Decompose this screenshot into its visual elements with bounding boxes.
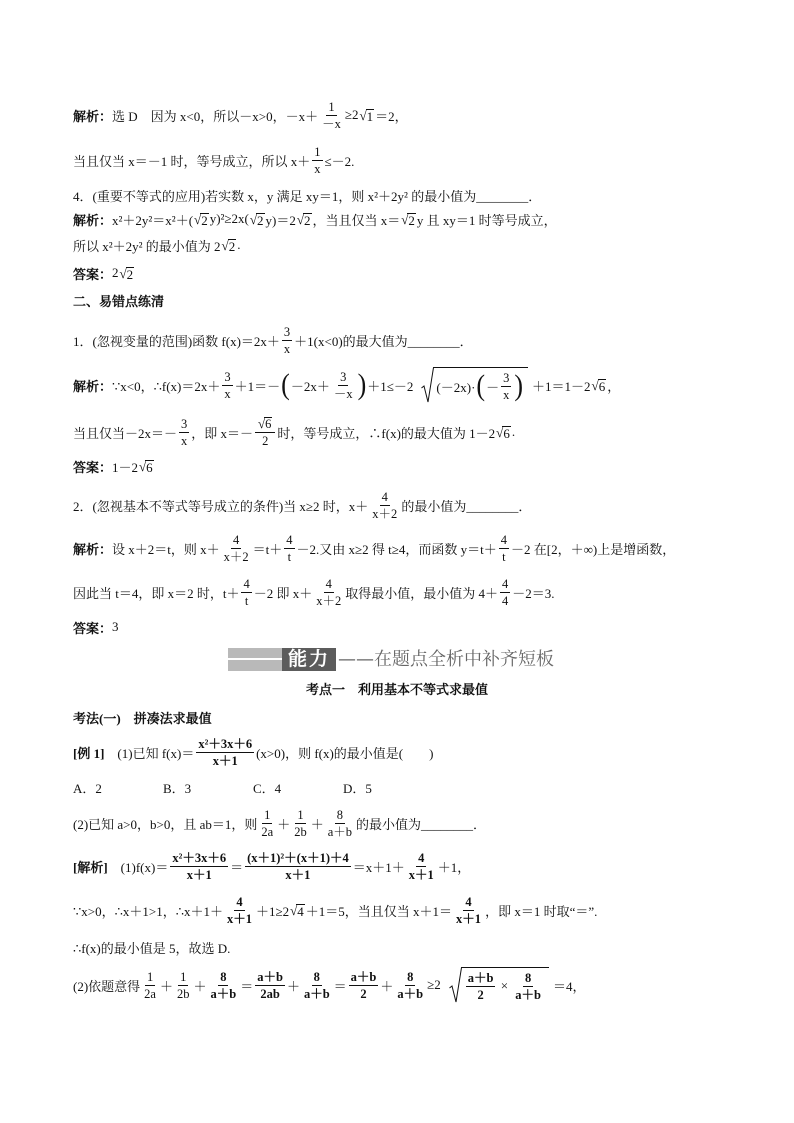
banner-tagline: ——在题点全析中补齐短板: [338, 649, 555, 670]
text: 3: [112, 619, 119, 634]
text: ，当且仅当 x＝: [312, 212, 401, 228]
fraction: [245, 851, 351, 882]
numerator: 3: [283, 324, 291, 339]
radicand: √ 2: [126, 266, 134, 282]
question-text: 4．(重要不等式的应用)若实数 x，y 满足 xy＝1，则 x²＋2y² 的最小值为________．: [73, 188, 542, 204]
sqrt: [139, 459, 154, 474]
text: y)＝2: [265, 212, 296, 228]
radicand: √ 2: [201, 212, 208, 228]
fraction: [370, 490, 399, 521]
numerator: 8: [525, 970, 532, 985]
radical-sign-icon: [449, 967, 462, 1003]
numerator: 4: [236, 894, 243, 909]
numerator: 4: [243, 576, 250, 591]
denominator: 2a: [261, 824, 274, 839]
numerator: [255, 416, 275, 433]
denominator: x＋2: [223, 549, 249, 564]
text: (1)f(x)＝: [107, 859, 169, 875]
denominator: x＋1: [226, 911, 252, 926]
radicand: √ 1: [366, 108, 374, 124]
big-sqrt: [421, 367, 528, 403]
denominator: －x: [333, 386, 353, 401]
numerator: 8: [407, 969, 414, 984]
numerator: x²＋3x＋6: [198, 736, 253, 751]
text: ≥2: [344, 107, 359, 122]
numerator: 1: [146, 969, 154, 984]
numerator: 4: [502, 576, 509, 591]
text: －2x＋: [290, 378, 330, 394]
text: 1－2: [112, 459, 139, 475]
fraction: [179, 417, 189, 448]
numerator: 1: [180, 969, 187, 984]
numerator: a＋b: [257, 969, 283, 984]
text: ，: [607, 378, 621, 394]
text: ＋: [310, 816, 324, 832]
numerator: 3: [503, 370, 510, 385]
fraction: [255, 970, 285, 1001]
text: ×: [497, 978, 512, 993]
radicand: √ 2: [228, 238, 236, 254]
text: (2)依题意得: [73, 978, 141, 994]
answer-label: 答案：: [73, 620, 113, 636]
text: ≤－2.: [324, 153, 355, 169]
analysis-line: [73, 365, 620, 405]
fraction: [501, 371, 511, 402]
fraction: [196, 737, 254, 768]
sqrt: [258, 416, 272, 431]
text: ＝: [240, 978, 254, 994]
sqrt: [496, 425, 511, 440]
numerator: 3: [340, 369, 347, 384]
text: ＋1≥2: [256, 903, 290, 919]
radical-sign-icon: [421, 367, 434, 403]
denominator: x: [314, 161, 321, 176]
text: 当且仅当－2x＝－: [73, 425, 178, 441]
section-heading-text: 二、易错点练清: [73, 293, 165, 309]
solution-line: [73, 965, 586, 1005]
denominator: t: [287, 549, 292, 564]
text: 设 x＋2＝t，则 x＋: [112, 541, 220, 557]
fraction: [209, 970, 239, 1001]
text: ＝x＋1＋: [352, 859, 405, 875]
numerator: a＋b: [467, 970, 494, 985]
text: (－2x)·: [436, 379, 476, 395]
fraction: [500, 577, 510, 608]
text: ∵x>0，∴x＋1>1，∴x＋1＋: [73, 903, 223, 919]
denominator: t: [244, 593, 249, 608]
fraction: [255, 416, 275, 448]
analysis-line: [73, 140, 354, 180]
text: (2)已知 a>0，b>0，且 ab＝1，则: [73, 816, 258, 832]
fraction: [222, 533, 251, 564]
text: 2: [112, 265, 119, 280]
denominator: 2b: [177, 986, 190, 1001]
denominator: a＋b: [327, 824, 353, 839]
radicand: √ 6: [503, 425, 510, 441]
option-d: D．5: [343, 780, 372, 796]
solution-line: [73, 890, 597, 930]
option-b: B．3: [163, 780, 192, 796]
numerator: 4: [381, 489, 388, 504]
sqrt: [120, 266, 135, 281]
denominator: x＋1: [186, 867, 212, 882]
text: 的最小值为________．: [356, 816, 487, 832]
text: ＋: [380, 978, 394, 994]
big-sqrt: [449, 967, 549, 1003]
fraction: [282, 325, 292, 356]
text: ∵x<0，∴f(x)＝2x＋: [112, 378, 221, 394]
fraction: [222, 370, 232, 401]
denominator: x: [181, 433, 188, 448]
sqrt: [250, 212, 265, 227]
big-paren-close: ): [514, 368, 524, 403]
text: (x>0)，则 f(x)的最小值是( ): [256, 745, 434, 761]
method-heading-text: 考法(一) 拼凑法求最值: [73, 710, 212, 726]
fraction: [513, 971, 543, 1002]
numerator: 8: [313, 969, 320, 984]
fraction: [259, 808, 275, 839]
text: 时，等号成立，∴f(x)的最大值为 1－2: [277, 425, 496, 441]
text: 取得最小值，最小值为 4＋: [345, 585, 499, 601]
text: ＋: [159, 978, 173, 994]
banner-tag: 能力: [282, 648, 336, 671]
fraction: [395, 970, 425, 1001]
radicand: [462, 967, 549, 1003]
fraction: [454, 895, 483, 926]
numerator: 4: [418, 850, 425, 865]
numerator: a＋b: [350, 969, 377, 984]
analysis-label: 解析：: [73, 541, 113, 557]
analysis-label: 解析：: [73, 378, 113, 394]
text: －2 在[2，＋∞)上是增函数，: [511, 541, 676, 557]
text: ＋: [286, 978, 300, 994]
denominator: x: [224, 386, 231, 401]
numerator: 3: [181, 416, 188, 431]
denominator: x＋1: [456, 911, 482, 926]
text: ＝: [333, 978, 347, 994]
big-paren-open: (: [476, 368, 486, 403]
fraction: [320, 100, 343, 131]
solution-line: [73, 846, 470, 886]
text: 因此当 t＝4，即 x＝2 时，t＋: [73, 585, 240, 601]
answer-label: 答案：: [73, 266, 113, 282]
fraction: [225, 895, 254, 926]
numerator: 4: [500, 532, 508, 547]
numerator: 4: [325, 576, 332, 591]
denominator: 2ab: [260, 986, 280, 1001]
denominator: a＋b: [397, 986, 424, 1001]
fraction: [466, 971, 496, 1002]
big-paren-open: (: [281, 367, 290, 402]
fraction: [142, 970, 158, 1001]
text: ＝t＋: [252, 541, 283, 557]
denominator: x＋1: [212, 753, 238, 768]
text: .: [511, 424, 516, 439]
text: ＋1，: [437, 859, 471, 875]
question-text: 1．(忽视变量的范围)函数 f(x)＝2x＋: [73, 333, 280, 349]
denominator: 2: [477, 987, 484, 1002]
denominator: x＋1: [408, 867, 434, 882]
question-text: ＋1(x<0)的最大值为________．: [294, 333, 473, 349]
text: ＋1＝5，当且仅当 x＋1＝: [305, 903, 453, 919]
denominator: 4: [502, 593, 509, 608]
text: ≥2: [427, 977, 441, 992]
numerator: (x＋1)²＋(x＋1)＋4: [247, 850, 349, 865]
method-heading: [73, 697, 212, 737]
fraction: [312, 145, 322, 176]
denominator: x＋2: [316, 593, 342, 608]
fraction: [326, 808, 354, 839]
numerator: 1: [314, 144, 321, 159]
solution-label: [解析]: [73, 859, 108, 875]
text: .: [237, 237, 241, 252]
answer-line: [73, 607, 119, 647]
radicand: √ 4: [297, 903, 304, 919]
numerator: 1: [328, 99, 335, 114]
numerator: 4: [233, 532, 240, 547]
text: y 且 xy＝1 时等号成立，: [416, 212, 557, 228]
question-line: [73, 485, 531, 525]
question-text: 的最小值为________．: [401, 498, 532, 514]
radicand: [434, 367, 528, 403]
text: 当且仅当 x＝－1 时，等号成立，所以 x＋: [73, 153, 311, 169]
text: ，即 x＝－: [191, 425, 254, 441]
fraction: [302, 970, 332, 1001]
example-line: [73, 803, 486, 843]
fraction: [284, 533, 294, 564]
denominator: x: [503, 387, 510, 402]
text: (1)已知 f(x)＝: [104, 745, 195, 761]
text: x²＋2y²＝x²＋(: [112, 212, 194, 228]
denominator: a＋b: [303, 986, 330, 1001]
text: ＋: [193, 978, 207, 994]
numerator: x²＋3x＋6: [172, 850, 227, 865]
text: ＝2，: [375, 108, 408, 124]
sqrt: [359, 108, 374, 123]
text: ＝4，: [552, 978, 586, 994]
fraction: [314, 577, 343, 608]
choice-options: [73, 767, 433, 807]
fraction: [241, 577, 251, 608]
denominator: 2: [262, 434, 269, 448]
fraction: [332, 370, 355, 401]
fraction: [349, 970, 379, 1001]
numerator: 4: [286, 532, 293, 547]
analysis-label: 解析：: [73, 212, 113, 228]
numerator: 1: [264, 807, 271, 822]
numerator: 4: [465, 894, 472, 909]
denominator: －x: [322, 116, 341, 131]
radicand: √ 2: [408, 212, 415, 228]
option-a: A．2: [73, 780, 102, 796]
text: y)²≥2x(: [209, 211, 249, 226]
text: ，即 x＝1 时取“＝”.: [485, 903, 598, 919]
denominator: x＋2: [372, 506, 398, 521]
radicand: √ 2: [257, 212, 264, 228]
denominator: a＋b: [210, 986, 237, 1001]
denominator: x: [283, 341, 291, 356]
fraction: [175, 970, 192, 1001]
fraction: [499, 533, 509, 564]
numerator: 3: [224, 369, 231, 384]
text: ＋1＝－: [234, 378, 281, 394]
text: 所以 x²＋2y² 的最小值为 2: [73, 238, 221, 254]
sqrt: [222, 238, 237, 253]
analysis-line: [73, 528, 675, 568]
text: ＋1＝1－2: [532, 378, 591, 394]
radicand: √ 6: [265, 417, 272, 431]
big-paren-close: ): [357, 367, 367, 402]
option-c: C．4: [253, 780, 282, 796]
fraction: [292, 808, 309, 839]
text: 选 D 因为 x<0，所以－x>0，－x＋: [112, 108, 319, 124]
denominator: a＋b: [515, 987, 541, 1002]
denominator: 2b: [294, 824, 307, 839]
text: －2＝3.: [512, 585, 555, 601]
denominator: x＋1: [285, 867, 311, 882]
analysis-line: [73, 95, 408, 135]
text: ＋: [277, 816, 291, 832]
section-heading: [73, 280, 164, 320]
numerator: 8: [220, 969, 227, 984]
text: ＋1≤－2: [367, 378, 414, 394]
fraction: [170, 851, 228, 882]
text: ∴f(x)的最小值是 5，故选 D.: [73, 940, 231, 956]
denominator: t: [502, 549, 506, 564]
answer-line: [73, 446, 155, 486]
solution-line: [73, 927, 230, 967]
sqrt: [297, 212, 312, 227]
analysis-label: 解析：: [73, 108, 113, 124]
question-text: 2．(忽视基本不等式等号成立的条件)当 x≥2 时，x＋: [73, 498, 369, 514]
analysis-line: [73, 572, 555, 612]
sqrt: [290, 903, 305, 918]
topic-title-text: 考点一 利用基本不等式求最值: [305, 681, 488, 697]
numerator: 8: [336, 807, 343, 822]
radicand: √ 6: [146, 459, 153, 475]
radicand: √ 2: [304, 212, 311, 228]
text: －2 即 x＋: [253, 585, 313, 601]
text: ＝: [230, 859, 244, 875]
fraction: [407, 851, 436, 882]
question-line: [73, 320, 473, 360]
text: －: [486, 379, 500, 395]
sqrt: [401, 212, 416, 227]
example-line: [73, 732, 433, 772]
example-label: [例 1]: [73, 745, 105, 761]
denominator: 2: [360, 986, 367, 1001]
denominator: 2a: [144, 986, 156, 1001]
text: －2.又由 x≥2 得 t≥4，而函数 y＝t＋: [296, 541, 497, 557]
sqrt: [592, 378, 607, 393]
numerator: 1: [297, 807, 304, 822]
radicand: √ 6: [598, 378, 606, 394]
answer-label: 答案：: [73, 459, 113, 475]
